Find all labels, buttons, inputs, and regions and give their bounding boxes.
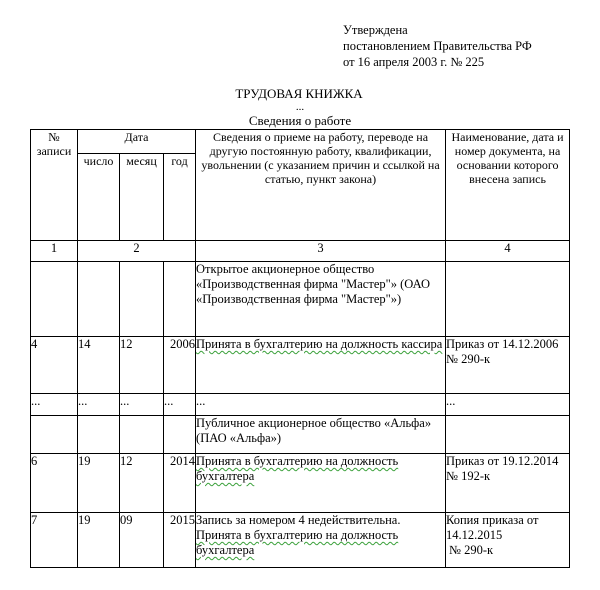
record-invalidation-text: Запись за номером 4 недействительна. — [196, 513, 401, 527]
table-row — [31, 513, 570, 568]
record-basis — [446, 513, 570, 568]
record-basis: ... — [446, 394, 570, 416]
record-year — [164, 416, 196, 454]
header-date: Дата — [78, 130, 196, 154]
record-info — [196, 513, 446, 568]
record-day: 14 — [78, 337, 120, 394]
record-day — [78, 262, 120, 337]
column-number: 2 — [78, 241, 196, 262]
record-info: ... — [196, 394, 446, 416]
record-basis-line: № 290-к — [449, 543, 494, 557]
record-year: 2014 — [164, 454, 196, 513]
record-year — [164, 262, 196, 337]
table-row — [31, 416, 570, 454]
record-info — [196, 416, 446, 454]
record-month: 12 — [120, 454, 164, 513]
column-number-row — [31, 241, 570, 262]
title-ellipsis: ... — [295, 101, 305, 113]
table-row — [31, 454, 570, 513]
record-day: 19 — [78, 513, 120, 568]
header-document-basis: Наименование, дата и номер документа, на основании которого внесена запись — [446, 130, 570, 241]
table-row — [31, 262, 570, 337]
record-day: 19 — [78, 454, 120, 513]
header-day: число — [78, 154, 120, 241]
document-title: ТРУДОВАЯ КНИЖКА — [235, 86, 363, 101]
record-year: 2015 — [164, 513, 196, 568]
record-entry-text: Принята в бухгалтерию на должность кассира — [196, 337, 443, 351]
header-year: год — [164, 154, 196, 241]
record-number — [31, 262, 78, 337]
record-month: 09 — [120, 513, 164, 568]
document-subtitle: Сведения о работе — [248, 113, 352, 128]
record-basis: Приказ от 19.12.2014 № 192-к — [446, 454, 570, 513]
record-month — [120, 416, 164, 454]
column-number: 3 — [196, 241, 446, 262]
approval-line: Утверждена — [343, 23, 408, 37]
column-number: 4 — [446, 241, 570, 262]
approval-line: постановлением Правительства РФ — [343, 39, 532, 53]
document-heading — [0, 86, 600, 129]
record-info — [196, 337, 446, 394]
record-basis-line: Копия приказа от 14.12.2015 — [446, 513, 539, 542]
record-info — [196, 262, 446, 337]
employer-name: Публичное акционерное общество «Альфа» (ПАО «Альфа») — [196, 416, 432, 445]
record-number — [31, 416, 78, 454]
record-number: 7 — [31, 513, 78, 568]
record-month: 12 — [120, 337, 164, 394]
column-number: 1 — [31, 241, 78, 262]
record-number: 4 — [31, 337, 78, 394]
header-record-number: № записи — [31, 130, 78, 241]
record-basis — [446, 262, 570, 337]
record-entry-text: Принята в бухгалтерию на должность бухгалтера — [196, 528, 399, 557]
record-month — [120, 262, 164, 337]
record-year: ... — [164, 394, 196, 416]
record-basis — [446, 416, 570, 454]
record-month: ... — [120, 394, 164, 416]
record-entry-text: Принята в бухгалтерию на должность бухгалтера — [196, 454, 399, 483]
header-work-info: Сведения о приеме на работу, переводе на другую постоянную работу, квалификации, увольнении (с указанием причин и ссылкой на статью, пункт закона) — [196, 130, 446, 241]
record-basis: Приказ от 14.12.2006 № 290-к — [446, 337, 570, 394]
record-year: 2006 — [164, 337, 196, 394]
header-month: месяц — [120, 154, 164, 241]
approval-stamp — [343, 22, 532, 70]
table-row — [31, 394, 570, 416]
table-row — [31, 337, 570, 394]
record-number: 6 — [31, 454, 78, 513]
record-info — [196, 454, 446, 513]
record-number: ... — [31, 394, 78, 416]
approval-line: от 16 апреля 2003 г. № 225 — [343, 55, 485, 69]
work-records-table — [30, 129, 570, 568]
employer-name: Открытое акционерное общество «Производственная фирма "Мастер"» (ОАО «Производственная фирма "Мастер"») — [196, 262, 431, 306]
record-day: ... — [78, 394, 120, 416]
record-day — [78, 416, 120, 454]
